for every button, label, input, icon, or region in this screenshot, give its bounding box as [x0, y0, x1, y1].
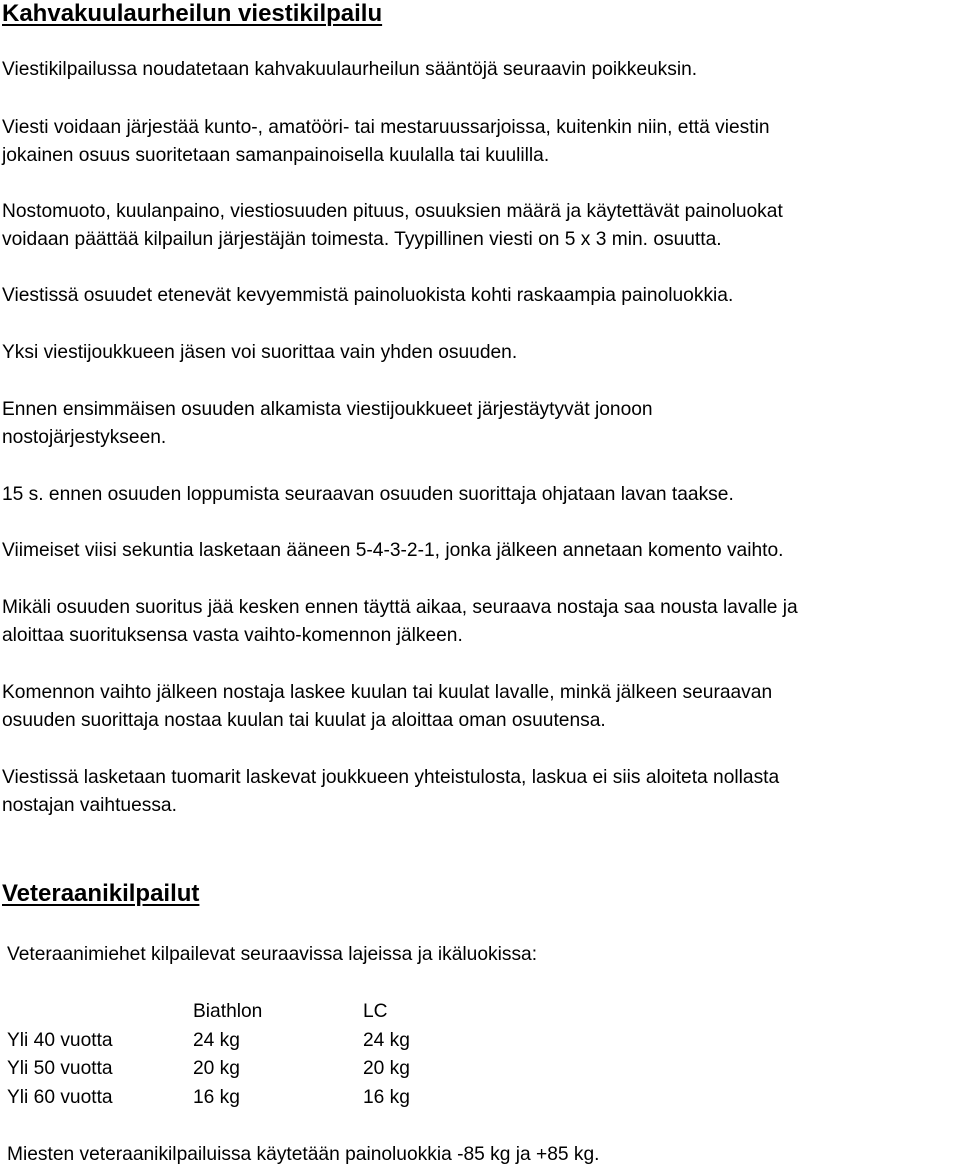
text-line: voidaan päättää kilpailun järjestäjän toimesta. Tyypillinen viesti on 5 x 3 min. osuutta.: [2, 229, 722, 250]
table-cell: 20 kg: [193, 1058, 240, 1079]
table-row: [7, 1084, 483, 1113]
paragraph-incomplete: [2, 594, 958, 650]
table-header-cell: Biathlon: [193, 1001, 263, 1022]
paragraph-veterans-intro: Veteraanimiehet kilpailevat seuraavissa lajeissa ja ikäluokissa:: [7, 944, 538, 965]
paragraph-order: [2, 282, 958, 310]
text-line: nostojärjestykseen.: [2, 427, 167, 448]
table-header-cell: [7, 998, 193, 1027]
paragraph-series: [2, 114, 958, 170]
paragraph-one-leg: [2, 339, 958, 367]
text-line: Viestissä osuudet etenevät kevyemmistä painoluokista kohti raskaampia painoluokkia.: [2, 285, 734, 306]
text-line: aloittaa suorituksensa vasta vaihto-komennon jälkeen.: [2, 625, 463, 646]
text-line: 15 s. ennen osuuden loppumista seuraavan osuuden suorittaja ohjataan lavan taakse.: [2, 484, 734, 505]
text-line: Viestissä lasketaan tuomarit laskevat joukkueen yhteistulosta, laskua ei siis aloiteta nollasta: [2, 767, 780, 788]
paragraph-exceptions: [2, 56, 958, 84]
text-line: Nostomuoto, kuulanpaino, viestiosuuden pituus, osuuksien määrä ja käytettävät painoluokat: [2, 201, 783, 222]
veterans-weight-table: [7, 998, 483, 1112]
paragraph-format: [2, 198, 958, 254]
paragraph-15s: [2, 481, 958, 509]
paragraph-switch: [2, 679, 958, 735]
section-heading-relay: Kahvakuulaurheilun viestikilpailu: [2, 0, 383, 27]
text-line: osuuden suorittaja nostaa kuulan tai kuulat ja aloittaa oman osuutensa.: [2, 710, 606, 731]
paragraph-veterans-weight-classes: Miesten veteraanikilpailuissa käytetään painoluokkia -85 kg ja +85 kg.: [7, 1144, 600, 1165]
table-cell: 20 kg: [363, 1058, 410, 1079]
table-cell: 16 kg: [363, 1086, 410, 1108]
text-line: jokainen osuus suoritetaan samanpainoisella kuulalla tai kuulilla.: [2, 145, 550, 166]
table-cell: 24 kg: [363, 1029, 410, 1051]
text-line: Ennen ensimmäisen osuuden alkamista viestijoukkueet järjestäytyvät jonoon: [2, 399, 653, 420]
paragraph-scoring: [2, 764, 958, 820]
paragraph-countdown: [2, 537, 958, 565]
table-row: [7, 1027, 483, 1056]
text-line: Viestikilpailussa noudatetaan kahvakuulaurheilun sääntöjä seuraavin poikkeuksin.: [2, 59, 698, 80]
text-line: Viimeiset viisi sekuntia lasketaan ääneen 5-4-3-2-1, jonka jälkeen annetaan komento vaihto.: [2, 540, 784, 561]
text-line: Viesti voidaan järjestää kunto-, amatööri- tai mestaruussarjoissa, kuitenkin niin, että viestin: [2, 117, 770, 138]
table-cell: Yli 50 vuotta: [7, 1058, 113, 1079]
table-cell: 16 kg: [193, 1086, 240, 1108]
table-cell: 24 kg: [193, 1029, 240, 1051]
table-header-row: [7, 998, 483, 1027]
text-line: Yksi viestijoukkueen jäsen voi suorittaa vain yhden osuuden.: [2, 342, 518, 363]
text-line: Mikäli osuuden suoritus jää kesken ennen täyttä aikaa, seuraava nostaja saa nousta lavalle ja: [2, 597, 798, 618]
table-header-cell: LC: [363, 1001, 388, 1022]
paragraph-queue: [2, 396, 958, 452]
table-cell: Yli 60 vuotta: [7, 1086, 113, 1108]
text-line: nostajan vaihtuessa.: [2, 795, 177, 816]
section-heading-veterans: Veteraanikilpailut: [2, 880, 200, 907]
text-line: Komennon vaihto jälkeen nostaja laskee kuulan tai kuulat lavalle, minkä jälkeen seuraavan: [2, 682, 773, 703]
table-cell: Yli 40 vuotta: [7, 1029, 113, 1051]
table-row: [7, 1055, 483, 1084]
